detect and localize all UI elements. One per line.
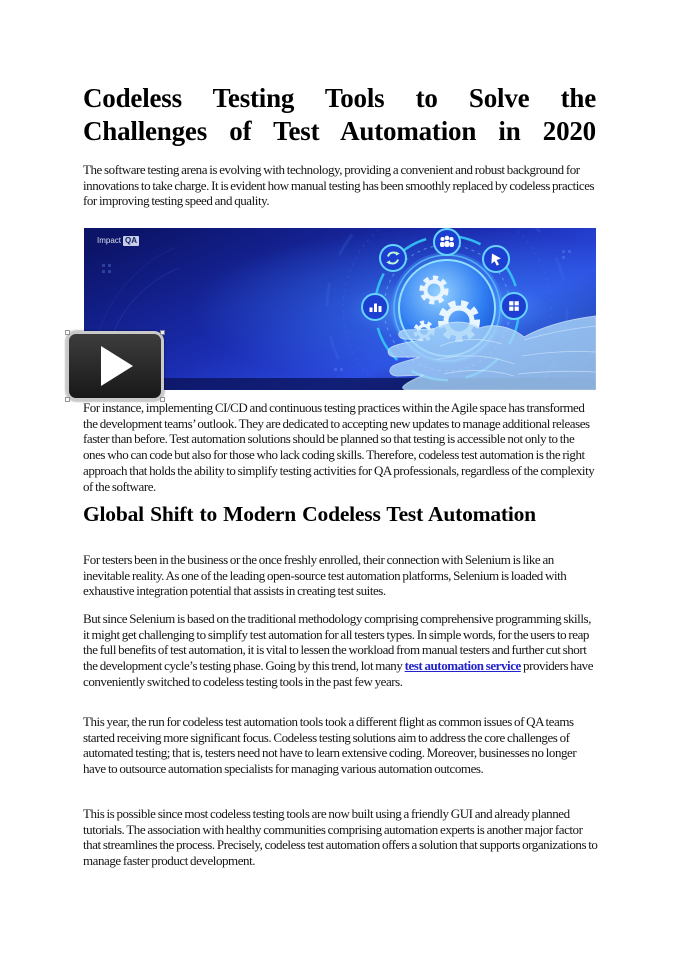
chip-icon — [501, 293, 527, 319]
paragraph-challenge-before: But since Selenium is based on the traditional methodology comprising comprehensive programming skills, it might get challenging to simplify test automation for all testers types. In simple words, for the users to reap the full benefits of test automation, it is vital to lessen the workload from manual testers and further cut short the development cycle’s testing phase. Going by this trend, lot many — [83, 611, 591, 674]
intro-paragraph: The software testing arena is evolving with technology, providing a convenient and robust background for innovations to take charge. It is evident how manual testing has been smoothly replaced by codeless practices for improving testing speed and quality. — [83, 162, 595, 209]
paragraph-this-year: This year, the run for codeless test automation tools took a different flight as common issues of QA teams started receiving more significant focus. Codeless testing solutions aim to address the core challenges of automated testing; that is, testers need not have to learn extensive coding. Moreover, businesses no longer have to outsource automation specialists for managing various automation outcomes. — [83, 714, 577, 777]
sync-icon — [380, 245, 406, 271]
logo-badge: QA — [125, 236, 138, 245]
selection-handle — [65, 330, 70, 335]
paragraph-ci-cd: For instance, implementing CI/CD and continuous testing practices within the Agile space has transformed the development teams’ outlook. They are dedicated to accepting new updates to manage additional releases faster than before. Test automation solutions should be planned so that testing is accessible not only to the ones who can code but also for those who lack coding skills. Therefore, codeless test automation is the right approach that holds the ability to simplify testing activities for QA professionals, regardless of the complexity of the software. — [83, 400, 595, 494]
selection-handle — [65, 397, 70, 402]
page-title — [83, 82, 596, 148]
title-line-1: Codeless Testing Tools to Solve the — [83, 83, 596, 113]
section-heading: Global Shift to Modern Codeless Test Automation — [83, 502, 536, 526]
impactqa-logo — [97, 236, 139, 246]
paragraph-gui: This is possible since most codeless testing tools are now built using a friendly GUI and already planned tutorials. The association with healthy communities comprising automation experts is another major factor that streamlines the process. Precisely, codeless test automation offers a solution that supports organizations to manage faster product development. — [83, 806, 598, 869]
play-icon — [101, 346, 133, 386]
test-automation-service-link[interactable]: test automation service — [404, 658, 521, 674]
title-line-2: Challenges of Test Automation in 2020 — [83, 116, 596, 146]
play-button[interactable] — [66, 331, 164, 401]
logo-word: Impact — [97, 236, 122, 245]
paragraph-challenge-after: providers have conveniently switched to codeless testing tools in the past few years. — [83, 658, 594, 689]
selection-handle — [160, 330, 165, 335]
cursor-icon — [483, 246, 509, 272]
users-icon — [434, 229, 460, 255]
paragraph-selenium: For testers been in the business or the once freshly enrolled, their connection with Selenium is like an inevitable reality. As one of the leading open-source test automation platforms, Selenium is loaded with exhaustive integration potential that assists in creating test suites. — [83, 552, 567, 599]
paragraph-challenge — [83, 611, 598, 690]
bar-chart-icon — [362, 294, 388, 320]
